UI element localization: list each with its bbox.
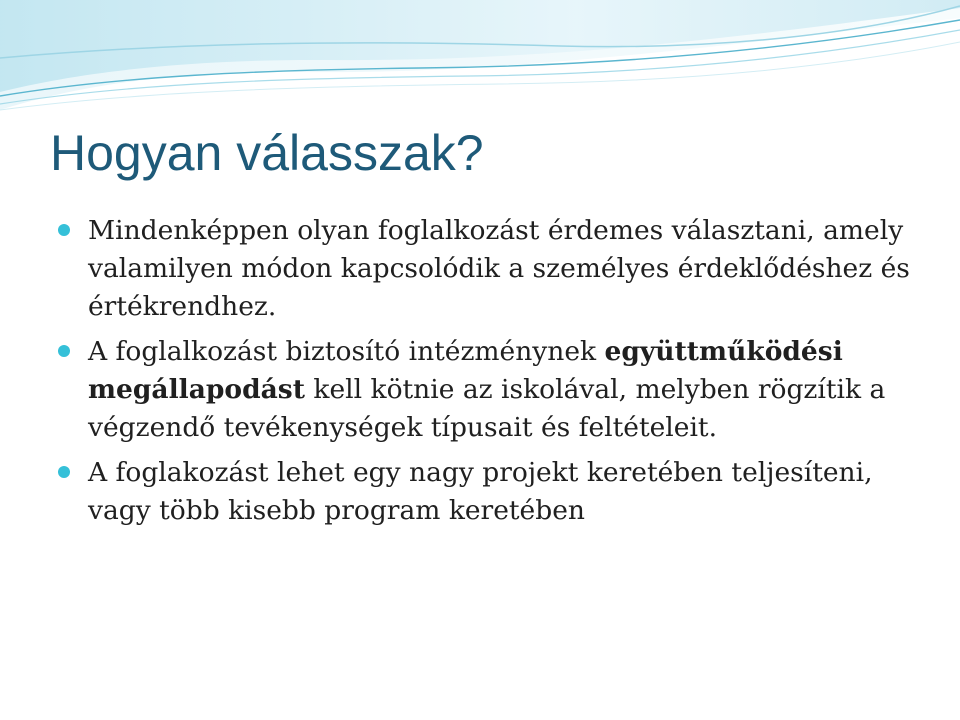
bullet-dot-icon	[58, 345, 70, 357]
bullet-dot-icon	[58, 224, 70, 236]
slide-title: Hogyan válasszak?	[50, 125, 484, 181]
bullet-dot-icon	[58, 466, 70, 478]
bullet-text-after: kell kötnie az iskolával, melyben rögzítik a végzendő tevékenységek típusait és feltételeit.	[88, 374, 886, 443]
bullet-text: A foglakozást lehet egy nagy projekt keretében teljesíteni, vagy több kisebb program keretében	[88, 457, 873, 526]
bullet-text-bold: együttműködési megállapodást	[88, 336, 843, 405]
bullet-item-2	[56, 333, 916, 447]
bullet-list	[56, 212, 916, 537]
bullet-item-3	[56, 454, 916, 530]
header-wave-decoration	[0, 0, 960, 120]
bullet-text: Mindenképpen olyan foglalkozást érdemes választani, amely valamilyen módon kapcsolódik a személyes érdeklődéshez és értékrendhez.	[88, 215, 910, 322]
bullet-item-1	[56, 212, 916, 326]
bullet-text-before: A foglalkozást biztosító intézménynek	[88, 336, 605, 367]
